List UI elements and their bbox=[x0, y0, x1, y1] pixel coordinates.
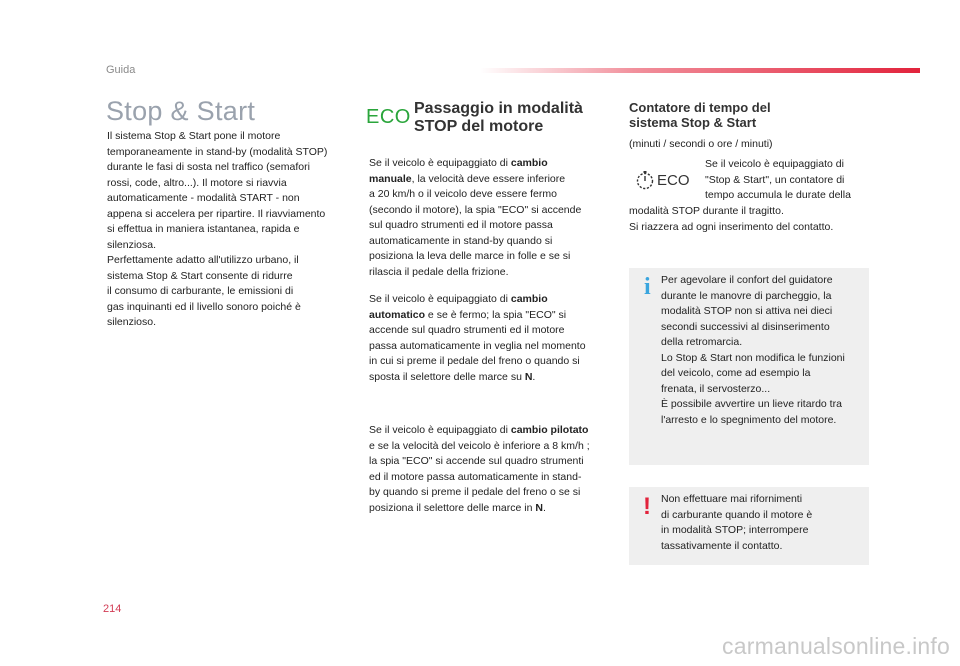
paragraph-line: accende sul quadro strumenti ed il motore bbox=[369, 324, 565, 336]
intro-line: durante le fasi di sosta nel traffico (semafori bbox=[107, 161, 310, 173]
intro-line: si effettua in maniera istantanea, rapida e bbox=[107, 223, 300, 235]
eco-timer-label: ECO bbox=[657, 171, 690, 189]
intro-line: sistema Stop & Start consente di ridurre bbox=[107, 269, 293, 282]
intro-line: il consumo di carburante, le emissioni di bbox=[107, 285, 294, 297]
heading-line: Passaggio in modalità bbox=[414, 100, 583, 117]
intro-line: silenzioso. bbox=[107, 316, 157, 328]
heading-line: Contatore di tempo del bbox=[629, 100, 771, 115]
stop-mode-heading bbox=[414, 100, 614, 136]
paragraph-line: in cui si preme il pedale del freno o quando si bbox=[369, 355, 580, 367]
paragraph-line: modalità STOP durante il tragitto. bbox=[629, 205, 784, 217]
paragraph-line: passa automaticamente in veglia nel momento bbox=[369, 339, 586, 352]
counter-units: (minuti / secondi o ore / minuti) bbox=[629, 138, 773, 150]
text-span: posiziona il selettore delle marce in bbox=[369, 501, 536, 514]
paragraph-line: ed il motore passa automaticamente in stand- bbox=[369, 470, 582, 483]
warning-line: tassativamente il contatto. bbox=[661, 539, 783, 552]
paragraph-line: a 20 km/h o il veicolo deve essere fermo bbox=[369, 188, 557, 200]
paragraph-line: tempo accumula le durate della bbox=[705, 189, 851, 201]
intro-line: rossi, code, altro...). Il motore si riavvia bbox=[107, 176, 287, 189]
text-span: Se il veicolo è equipaggiato di bbox=[369, 424, 511, 436]
warning-box bbox=[629, 487, 869, 565]
page-number: 214 bbox=[103, 603, 122, 615]
manual-gearbox-paragraph bbox=[369, 156, 604, 280]
bold-term: automatico bbox=[369, 308, 426, 321]
heading-line: sistema Stop & Start bbox=[629, 115, 757, 130]
counter-description-continued bbox=[629, 204, 869, 235]
info-line: secondi successivi al disinserimento bbox=[661, 320, 830, 333]
info-line: durante le manovre di parcheggio, la bbox=[661, 289, 832, 302]
text-span: Se il veicolo è equipaggiato di bbox=[369, 293, 511, 305]
paragraph-line: Si riazzera ad ogni inserimento del contatto. bbox=[629, 220, 834, 233]
paragraph-line: posiziona la leva delle marce in folle e se si bbox=[369, 250, 571, 262]
counter-heading bbox=[629, 100, 829, 130]
stopwatch-icon bbox=[635, 170, 655, 190]
warning-icon: ! bbox=[643, 493, 651, 520]
bold-term: cambio bbox=[510, 157, 548, 169]
intro-line: appena si accelera per ripartire. Il riavviamento bbox=[107, 207, 326, 220]
paragraph-line: rilascia il pedale della frizione. bbox=[369, 265, 509, 278]
paragraph-line: (secondo il motore), la spia "ECO" si accende bbox=[369, 203, 582, 216]
info-text bbox=[661, 273, 866, 428]
info-line: modalità STOP non si attiva nei dieci bbox=[661, 305, 833, 317]
intro-paragraph bbox=[107, 129, 352, 331]
intro-line: Perfettamente adatto all'utilizzo urbano, il bbox=[107, 254, 299, 266]
automatic-gearbox-paragraph bbox=[369, 292, 604, 385]
intro-line: automaticamente - modalità START - non bbox=[107, 192, 300, 204]
paragraph-line: Se il veicolo è equipaggiato di bbox=[705, 158, 844, 170]
piloted-gearbox-paragraph bbox=[369, 423, 604, 516]
info-line: Lo Stop & Start non modifica le funzioni bbox=[661, 351, 845, 364]
eco-icon: ECO bbox=[366, 106, 411, 128]
bold-term: manuale bbox=[369, 172, 412, 185]
intro-line: temporaneamente in stand-by (modalità STOP) bbox=[107, 145, 328, 158]
info-icon: i bbox=[644, 274, 651, 300]
info-line: frenata, il servosterzo... bbox=[661, 382, 771, 395]
paragraph-line: automaticamente in stand-by quando si bbox=[369, 234, 553, 247]
bold-term: N bbox=[524, 370, 533, 383]
section-label: Guida bbox=[106, 64, 136, 76]
paragraph-line: e se la velocità del veicolo è inferiore a 8 km/h ; bbox=[369, 439, 590, 452]
heading-line: STOP del motore bbox=[414, 118, 544, 135]
page-title: Stop & Start bbox=[106, 96, 256, 126]
text-span: . bbox=[532, 370, 536, 383]
watermark: carmanualsonline.info bbox=[722, 633, 950, 659]
warning-line: di carburante quando il motore è bbox=[661, 508, 813, 521]
text-span: e se è fermo; la spia "ECO" si bbox=[425, 308, 567, 321]
bold-term: cambio pilotato bbox=[510, 424, 589, 436]
paragraph-line: by quando si preme il pedale del freno o se si bbox=[369, 486, 581, 498]
info-line: È possibile avvertire un lieve ritardo tra bbox=[661, 398, 842, 410]
intro-line: Il sistema Stop & Start pone il motore bbox=[107, 130, 281, 142]
bold-term: N bbox=[535, 501, 543, 514]
text-span: . bbox=[542, 501, 546, 514]
intro-line: gas inquinanti ed il livello sonoro poiché è bbox=[107, 300, 301, 313]
warning-text bbox=[661, 492, 866, 554]
bold-term: cambio bbox=[510, 293, 548, 305]
info-line: Per agevolare il confort del guidatore bbox=[661, 274, 833, 286]
info-line: della retromarcia. bbox=[661, 336, 743, 348]
paragraph-line: la spia "ECO" si accende sul quadro strumenti bbox=[369, 455, 584, 467]
paragraph-line: sul quadro strumenti ed il motore passa bbox=[369, 219, 553, 231]
warning-line: Non effettuare mai rifornimenti bbox=[661, 493, 803, 505]
info-line: del veicolo, come ad esempio la bbox=[661, 367, 811, 379]
header-accent-bar bbox=[480, 68, 920, 73]
text-span: sposta il selettore delle marce su bbox=[369, 370, 525, 383]
text-span: , la velocità deve essere inferiore bbox=[411, 172, 566, 185]
info-line: l'arresto e lo spegnimento del motore. bbox=[661, 413, 837, 426]
info-box bbox=[629, 268, 869, 465]
intro-line: silenziosa. bbox=[107, 238, 157, 251]
paragraph-line: "Stop & Start", un contatore di bbox=[705, 173, 845, 186]
eco-timer-icon bbox=[635, 170, 690, 190]
counter-description bbox=[705, 157, 865, 204]
text-span: Se il veicolo è equipaggiato di bbox=[369, 157, 511, 169]
warning-line: in modalità STOP; interrompere bbox=[661, 524, 809, 536]
